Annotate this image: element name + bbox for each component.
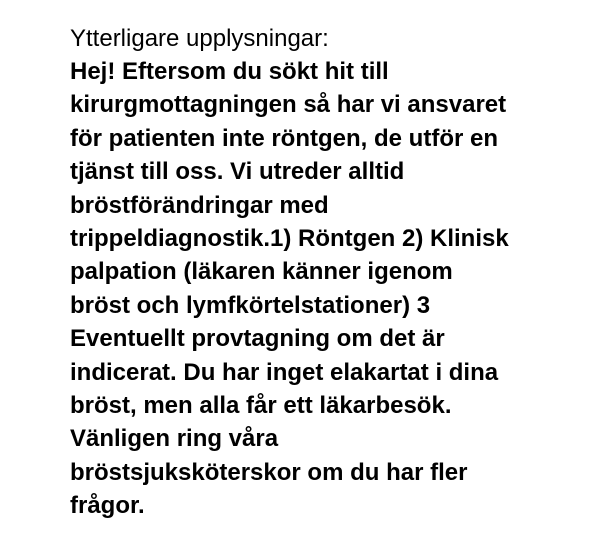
- message-line: tjänst till oss. Vi utreder alltid: [70, 158, 405, 186]
- message-line: indicerat. Du har inget elakartat i dina: [70, 358, 499, 386]
- message-line: bröstsjuksköterskor om du har fler: [70, 458, 468, 486]
- message-line: Eventuellt provtagning om det är: [70, 325, 445, 353]
- additional-info-message: [70, 55, 600, 523]
- message-line: kirurgmottagningen så har vi ansvaret: [70, 91, 507, 119]
- message-line: Vänligen ring våra: [70, 425, 279, 453]
- message-line: bröst och lymfkörtelstationer) 3: [70, 291, 431, 319]
- additional-info-block: [70, 22, 600, 523]
- message-line: frågor.: [70, 492, 145, 520]
- message-line: trippeldiagnostik.1) Röntgen 2) Klinisk: [70, 225, 509, 253]
- message-line: Hej! Eftersom du sökt hit till: [70, 58, 389, 85]
- message-line: bröstförändringar med: [70, 191, 329, 219]
- message-line: palpation (läkaren känner igenom: [70, 258, 453, 286]
- additional-info-label: Ytterligare upplysningar:: [70, 25, 329, 52]
- message-line: för patienten inte röntgen, de utför en: [70, 124, 498, 152]
- message-line: bröst, men alla får ett läkarbesök.: [70, 392, 452, 420]
